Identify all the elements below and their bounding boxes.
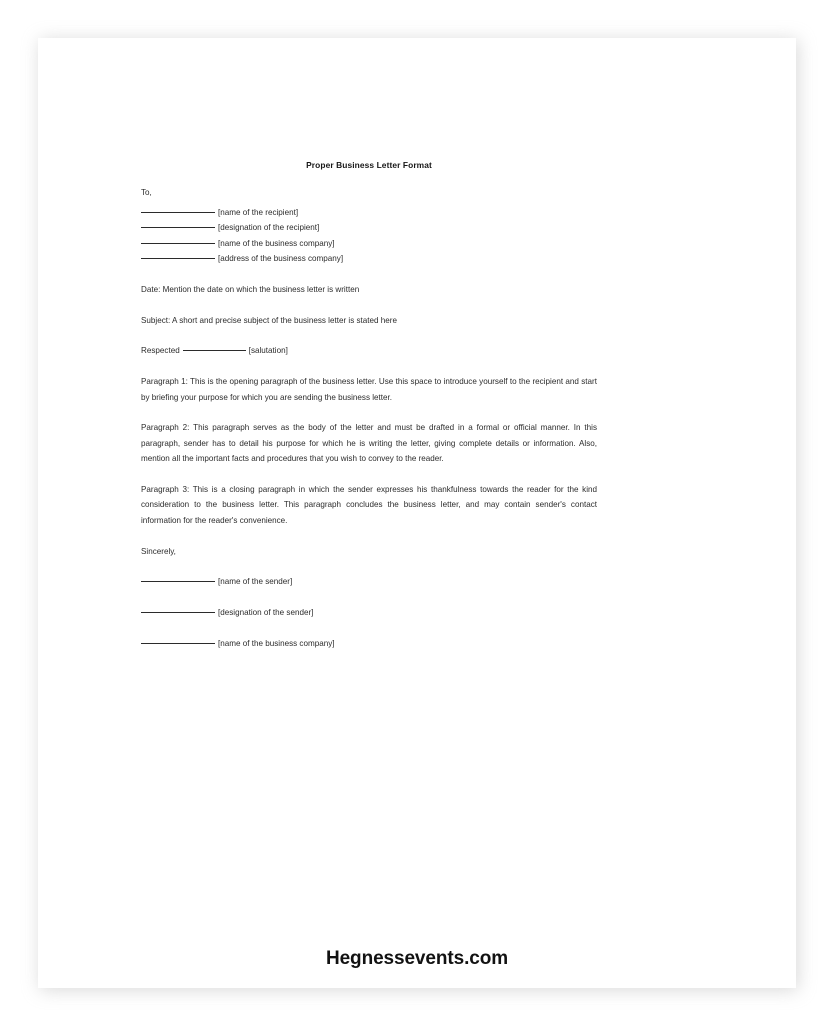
recipient-line-address [141,251,597,266]
spacer [141,359,597,374]
signature-line-label: [designation of the sender] [218,608,314,618]
closing-line: Sincerely, [141,546,176,556]
spacer [141,621,597,636]
blank-rule [141,227,215,228]
letter-content [141,158,597,651]
blank-rule [141,212,215,213]
footer-brand-watermark: Hegnessevents.com [325,948,509,969]
blank-rule [141,581,215,582]
signature-line-company [141,636,597,651]
signature-line-label: [name of the sender] [218,577,293,587]
signature-line-designation [141,605,597,620]
signature-line-name [141,574,597,589]
recipient-line-label: [name of the recipient] [218,207,299,217]
spacer [141,528,597,543]
signature-line-label: [name of the business company] [218,639,335,649]
spacer [141,405,597,420]
spacer [141,467,597,482]
salutation-line [141,343,597,358]
signature-block [141,574,597,651]
salutation-prefix: Respected [141,346,180,356]
body-paragraph-1: Paragraph 1: This is the opening paragraph of the business letter. Use this space to introduce yourself to the recipient and start by briefing your purpose for which you are sending the business letter. [141,377,597,402]
subject-line: Subject: A short and precise subject of the business letter is stated here [141,315,397,325]
spacer [141,590,597,605]
body-paragraph-2: Paragraph 2: This paragraph serves as the body of the letter and must be drafted in a formal or official manner. In this paragraph, sender has to detail his purpose for which he is writing the letter, giving complete details or information. Also, mention all the important facts and procedures that you wish to convey to the reader. [141,423,597,464]
recipient-line-company [141,236,597,251]
salutation-suffix: [salutation] [248,346,288,356]
blank-rule [141,258,215,259]
blank-rule [183,350,246,351]
recipient-line-label: [designation of the recipient] [218,223,320,233]
recipient-line-label: [name of the business company] [218,238,335,248]
date-line: Date: Mention the date on which the business letter is written [141,284,360,294]
letter-page [38,38,796,988]
page-title: Proper Business Letter Format [306,160,432,170]
body-paragraph-3: Paragraph 3: This is a closing paragraph in which the sender expresses his thankfulness towards the reader for the kind consideration to the business letter. This paragraph concludes the business letter, and may contain sender's contact information for the reader's convenience. [141,485,597,525]
spacer [141,297,597,312]
recipient-line-designation [141,220,597,235]
recipient-line-name [141,205,597,220]
spacer [141,559,597,574]
recipient-address-block [141,205,597,267]
to-label: To, [141,188,152,198]
blank-rule [141,243,215,244]
recipient-line-label: [address of the business company] [218,254,344,264]
blank-rule [141,643,215,644]
spacer [141,328,597,343]
blank-rule [141,612,215,613]
spacer [141,266,597,281]
